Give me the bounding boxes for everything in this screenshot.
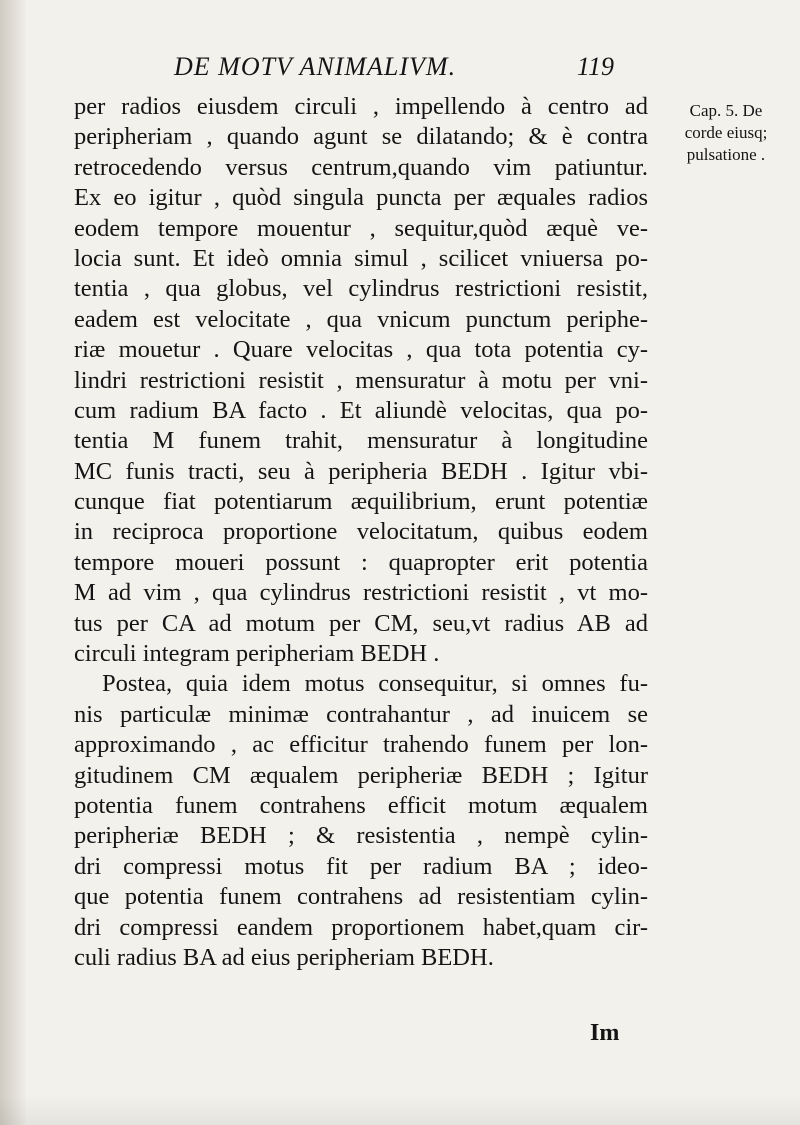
text-line: locia sunt. Et ideò omnia simul , scilicet vniuersa po- [74,244,648,272]
text-line: per radios eiusdem circuli , impellendo à centro ad [74,93,648,120]
marginal-note-line: corde eiusq; [684,123,768,142]
text-line: tus per CA ad motum per CM, seu,vt radius AB ad [74,609,648,637]
paragraph-end-line: culi radius BA ad eius peripheriam BEDH. [74,943,494,971]
text-line: eodem tempore mouentur , sequitur,quòd æquè ve- [74,214,648,242]
text-line: cunque fiat potentiarum æquilibrium, erunt potentiæ [74,488,648,516]
text-line: dri compressi eandem proportionem habet,quam cir- [74,913,648,941]
text-line: approximando , ac efficitur trahendo funem per lon- [74,731,648,759]
running-title: DE MOTV ANIMALIVM. [174,52,457,81]
marginal-note-line: pulsatione . [686,145,766,164]
text-line: riæ mouetur . Quare velocitas , qua tota potentia cy- [74,336,648,364]
text-line: peripheriam , quando agunt se dilatando; & è contra [74,123,648,151]
paragraph-end-line: circuli integram peripheriam BEDH . [74,640,440,668]
text-line: que potentia funem contrahens ad resistentiam cylin- [74,883,648,911]
text-line: cum radium BA facto . Et aliundè velocitas, qua po- [74,396,648,424]
text-line: potentia funem contrahens efficit motum æqualem [74,791,648,819]
text-line: tentia M funem trahit, mensuratur à longitudine [74,427,648,455]
page-number: 119 [576,52,614,81]
text-line: MC funis tracti, seu à peripheria BEDH . Igitur vbi- [74,457,648,485]
marginal-note [660,100,792,166]
text-line: Ex eo igitur , quòd singula puncta per æquales radios [74,184,648,212]
text-line: gitudinem CM æqualem peripheriæ BEDH ; Igitur [74,761,648,789]
text-line: retrocedendo versus centrum,quando vim patiuntur. [74,153,648,181]
paragraph-start-line: Postea, quia idem motus consequitur, si omnes fu- [102,670,648,698]
text-line: lindri restrictioni resistit , mensuratur à motu per vni- [74,366,648,394]
text-line: nis particulæ minimæ contrahantur , ad inuicem se [74,700,648,728]
marginal-note-line: Cap. 5. De [689,101,763,120]
text-line: dri compressi motus fit per radium BA ; ideo- [74,852,648,880]
body-text [74,92,648,973]
text-line: eadem est velocitate , qua vnicum punctum periphe- [74,305,648,333]
page-header [174,52,614,88]
text-line: M ad vim , qua cylindrus restrictioni resistit , vt mo- [74,579,648,607]
text-line: tempore moueri possunt : quapropter erit potentia [74,548,648,576]
text-line: tentia , qua globus, vel cylindrus restrictioni resistit, [74,275,648,303]
page-gutter-shadow [0,0,26,1125]
page-bottom-shadow [0,1095,800,1125]
catchword: Im [590,1020,620,1046]
text-line: peripheriæ BEDH ; & resistentia , nempè cylin- [74,822,648,850]
text-line: in reciproca proportione velocitatum, quibus eodem [74,518,648,546]
